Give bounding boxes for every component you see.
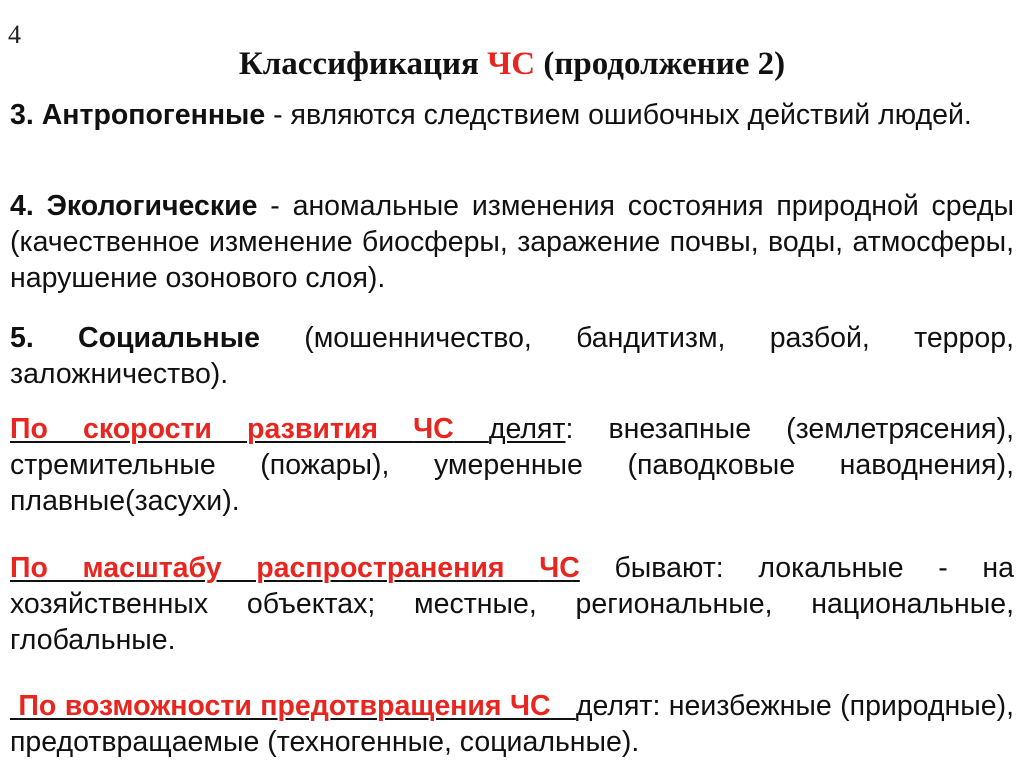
item-number: 3. — [10, 99, 42, 131]
slide-number: 4 — [8, 20, 21, 49]
classification-accent: ЧС — [539, 552, 580, 584]
slide-title — [0, 46, 1024, 83]
title-tail: (продолжение 2) — [535, 46, 786, 82]
classification-gap — [551, 690, 576, 722]
item-social — [10, 320, 1014, 392]
classification-text: бывают: локальные - на хозяйственных объектах; местные, региональные, национальные, глобальные. — [10, 552, 1015, 656]
classification-accent: ЧС — [413, 413, 454, 445]
title-accent: ЧС — [487, 46, 536, 82]
item-number: 5. — [10, 322, 79, 354]
classification-verb: делят — [488, 413, 566, 445]
classification-gap — [454, 413, 489, 445]
item-term: Экологические — [46, 190, 258, 222]
item-number: 4. — [10, 190, 47, 222]
item-term: Социальные — [78, 322, 260, 354]
item-ecological — [10, 188, 1014, 296]
classification-accent: ЧС — [509, 690, 551, 722]
classification-heading: По масштабу распространения — [10, 552, 505, 584]
classification-prevention — [10, 688, 1014, 760]
classification-speed — [10, 411, 1014, 519]
classification-scale — [10, 550, 1014, 658]
item-text: - аномальные изменения состояния природной среды (качественное изменение биосферы, заражение почвы, воды, атмосферы, нарушение озонового слоя). — [10, 190, 1014, 294]
classification-heading: По скорости развития — [10, 413, 378, 445]
item-term: Антропогенные — [41, 99, 266, 131]
item-text: (мошенничество, бандитизм, разбой, террор, заложничество). — [10, 322, 1015, 390]
item-anthropogenic — [10, 97, 1014, 133]
classification-heading: По возможности предотвращения — [18, 690, 502, 722]
title-main: Классификация — [238, 46, 488, 82]
classification-text: делят: неизбежные (природные), предотвращаемые (техногенные, социальные). — [10, 690, 1015, 758]
classification-text: : внезапные (землетрясения), стремительные (пожары), умеренные (паводковые наводнения), плавные(засухи). — [10, 413, 1014, 517]
item-text: - являются следствием ошибочных действий людей. — [265, 99, 972, 131]
